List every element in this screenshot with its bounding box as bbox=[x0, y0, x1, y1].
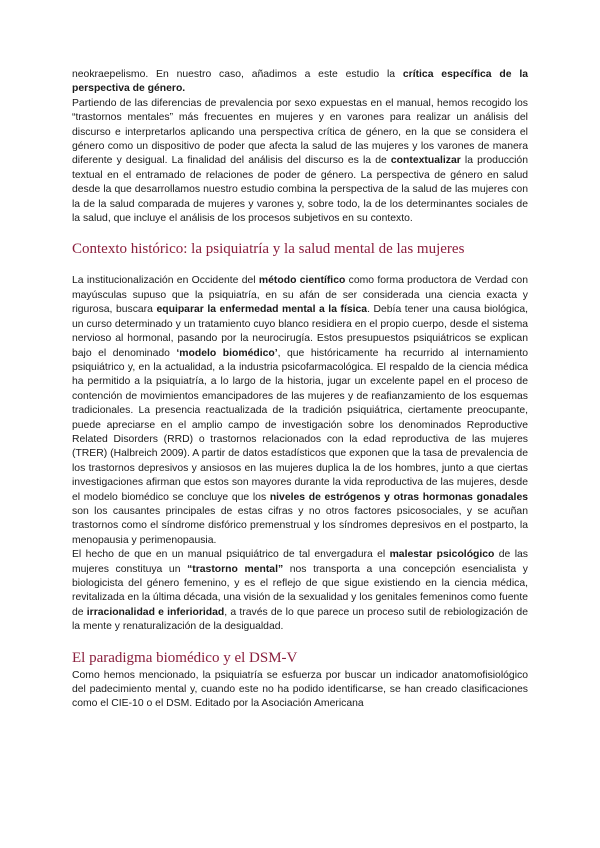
bold-text: crítica específica de la perspectiva de género. bbox=[72, 69, 528, 95]
text-run: son los causantes principales de estas cifras y no otros factores psicosociales, y se acuñan trastornos como el síndrome disfórico premenstrual y los síndromes depresivos en el postparto, la menopausia y perimenopausia. bbox=[72, 505, 528, 546]
text-run: neokraepelismo. En nuestro caso, añadimos a este estudio la bbox=[72, 69, 403, 80]
bold-text: método científico bbox=[258, 275, 346, 287]
text-run: de las mujeres constituya un bbox=[72, 549, 528, 575]
paragraph-psychological-distress bbox=[72, 548, 528, 634]
paragraph-historical-context bbox=[72, 274, 528, 548]
bold-text: contextualizar bbox=[390, 155, 461, 167]
paragraph-intro-end bbox=[72, 68, 528, 97]
paragraph-methodology bbox=[72, 97, 528, 227]
text-run: como forma productora de Verdad con mayúsculas supuso que la psiquiatría, en su afán de ser considerada una ciencia exacta y rigurosa, buscara bbox=[72, 275, 528, 316]
text-run: , que históricamente ha recurrido al internamiento psiquiátrico y, en la actualidad, a la industria psicofarmacológica. El respaldo de la ciencia médica ha permitido a la psiquiatría, a lo largo de la historia, jugar un excelente papel en el proceso de contención de movimientos emancipadores de las mujeres y de reafianzamiento de los esquemas tradicionales. La presencia reactualizada de la tradición psiquiátrica, ciertamente preocupante, puede apreciarse en el amplio campo de investigación sobre los denominados Reproductive Related Disorders (RRD) o trastornos relacionados con la edad reproductiva de las mujeres (TRER) (Halbreich 2009). A partir de datos estadísticos que exponen que la tasa de prevalencia de los trastornos depresivos y ansiosos en las mujeres duplica la de los hombres, junto a que ciertas investigaciones afirman que estos son mayores durante la vida reproductiva de las mujeres, desde el modelo biomédico se concluye que los bbox=[72, 347, 528, 503]
document-page bbox=[72, 68, 528, 712]
text-run: La institucionalización en Occidente del bbox=[72, 275, 259, 287]
paragraph-biomedical-paradigm bbox=[72, 669, 528, 712]
bold-text: niveles de estrógenos y otras hormonas gonadales bbox=[269, 491, 528, 503]
bold-text: irracionalidad e inferioridad bbox=[86, 606, 225, 618]
text-run: la producción textual en el entramado de relaciones de poder de género. La perspectiva de género en salud desde la que desarrollamos nuestro estudio combina la perspectiva de la salud de las mujeres con la de la salud comparada de mujeres y varones y, sobre todo, la de los determinantes sociales de la salud, que incluye el análisis de los procesos subjetivos en su contexto. bbox=[72, 155, 528, 225]
text-run: , a través de lo que parece un proceso sutil de rebiologización de la mente y renaturalización de la desigualdad. bbox=[72, 606, 528, 633]
text-run: Partiendo de las diferencias de prevalencia por sexo expuestas en el manual, hemos recogido los “trastornos mentales” más frecuentes en mujeres y en varones para realizar un análisis del discurso e interpretarlos aplicando una perspectiva crítica de género, en la que se considera el género como un dispositivo de poder que afecta la salud de las mujeres y los varones de manera diferente y desigual. La finalidad del análisis del discurso es la de bbox=[72, 97, 528, 167]
section-heading-biomedical-paradigm: El paradigma biomédico y el DSM-V bbox=[72, 649, 298, 666]
text-run: El hecho de que en un manual psiquiátrico de tal envergadura el bbox=[72, 549, 390, 561]
text-run: Como hemos mencionado, la psiquiatría se esfuerza por buscar un indicador anatomofisiológico del padecimiento mental y, cuando este no ha podido identificarse, se han creado clasificaciones como el CIE-10 o el DSM. Editado por la Asociación Americana bbox=[72, 669, 528, 710]
bold-text: ‘modelo biomédico’ bbox=[176, 347, 278, 359]
bold-text: “trastorno mental” bbox=[187, 563, 284, 575]
bold-text: malestar psicológico bbox=[389, 549, 495, 561]
text-run: nos transporta a una concepción esencialista y biologicista del género femenino, y es el reflejo de que sigue existiendo en la ciencia médica, revitalizada en la última década, una visión de la sexualidad y los genitales femeninos como fuente de bbox=[72, 563, 528, 618]
section-heading-historical-context: Contexto histórico: la psiquiatría y la salud mental de las mujeres bbox=[72, 241, 465, 258]
text-run: . Debía tener una causa biológica, un curso determinado y un tratamiento cuyo blanco residiera en el propio cuerpo, desde el sistema nervioso al hormonal, pasando por la neurocirugía. Estos presupuestos psiquiátricos se explican bajo el denominado bbox=[72, 304, 528, 359]
bold-text: equiparar la enfermedad mental a la física bbox=[156, 304, 368, 316]
